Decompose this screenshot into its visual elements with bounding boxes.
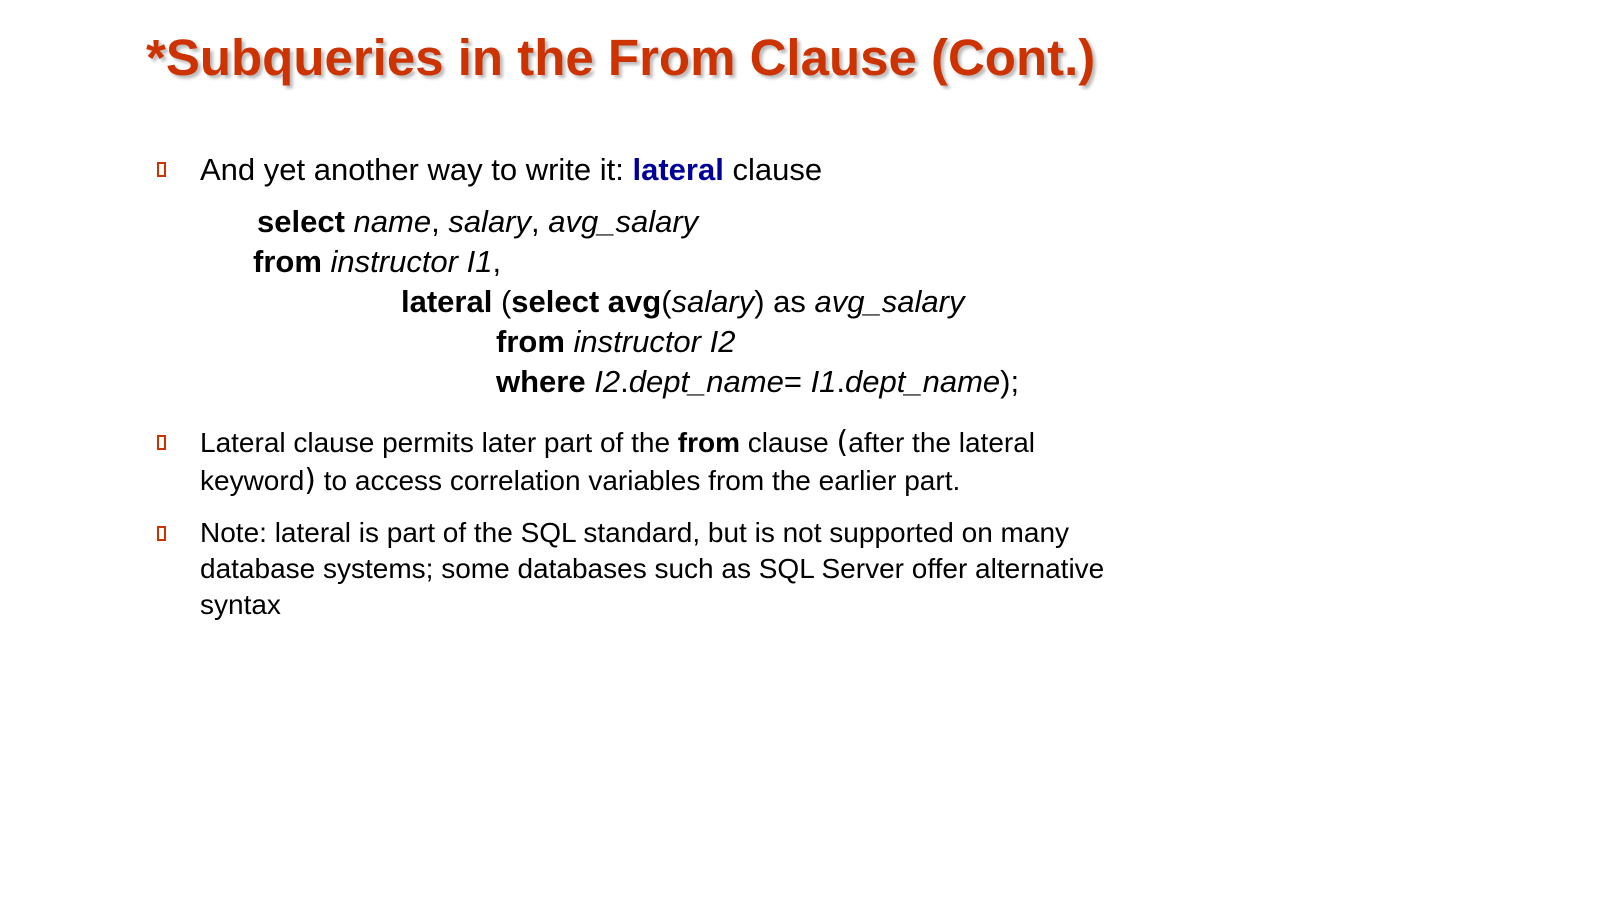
- query-line-5: where I2.dept_name= I1.dept_name);: [496, 364, 1020, 399]
- bullet-text-3: Note: lateral is part of the SQL standard, but is not supported on many database systems; some databases such as SQL Server offer alternative syntax: [200, 517, 1105, 620]
- square-bullet-icon: [157, 526, 166, 541]
- bullet-text-1: [200, 150, 1200, 190]
- query-line-1: select name, salary, avg_salary: [257, 204, 699, 239]
- lateral-keyword: lateral: [632, 152, 724, 187]
- query-line-4: from instructor I2: [496, 324, 736, 359]
- query-line-3: lateral (select avg(salary) as avg_salary: [401, 284, 965, 319]
- from-keyword: from: [677, 427, 741, 458]
- bullet-1-text-before: And yet another way to write it:: [200, 152, 633, 187]
- bullet-1-text-after: clause: [723, 152, 823, 187]
- square-bullet-icon: [157, 162, 166, 177]
- bullet-text-2: Lateral clause permits later part of the from clause (after the lateral keyword) to access correlation variables from the earlier part.: [200, 425, 1036, 498]
- query-line-2: from instructor I1,: [253, 244, 502, 279]
- square-bullet-icon: [157, 435, 166, 450]
- slide-title: *Subqueries in the From Clause (Cont.): [146, 29, 1096, 86]
